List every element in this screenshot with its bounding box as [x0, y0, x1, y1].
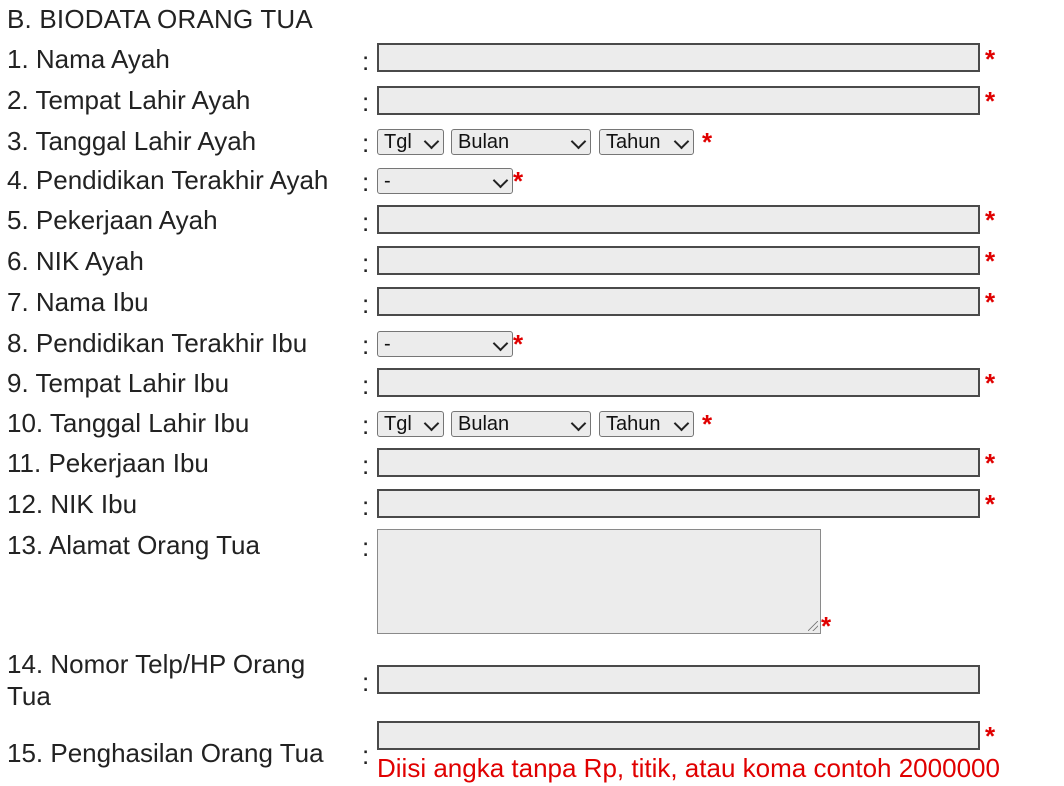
tahun-ayah-select[interactable]	[599, 129, 694, 155]
colon: :	[362, 491, 370, 521]
penghasilan-hint: Diisi angka tanpa Rp, titik, atau koma contoh 2000000	[377, 753, 1000, 783]
colon: :	[362, 450, 370, 480]
required-mark: *	[985, 287, 996, 317]
telp-input[interactable]	[377, 665, 980, 694]
colon: :	[362, 370, 370, 400]
bulan-ibu-select[interactable]	[451, 411, 591, 437]
colon: :	[362, 128, 370, 158]
colon: :	[362, 289, 370, 319]
required-mark: *	[513, 329, 524, 359]
bulan-value: Bulan	[458, 131, 510, 153]
required-mark: *	[985, 246, 996, 276]
colon: :	[362, 740, 370, 770]
colon: :	[362, 410, 370, 440]
pendidikan-value: -	[384, 333, 391, 355]
required-mark: *	[985, 721, 996, 751]
chevron-down-icon	[424, 134, 440, 150]
bulan-ayah-select[interactable]	[451, 129, 591, 155]
penghasilan-input[interactable]	[377, 721, 980, 750]
pendidikan-ibu-select[interactable]	[377, 331, 513, 357]
label-pekerjaan-ayah: 5. Pekerjaan Ayah	[7, 205, 218, 235]
tahun-value: Tahun	[606, 413, 661, 435]
chevron-down-icon	[674, 134, 690, 150]
colon: :	[362, 207, 370, 237]
required-mark: *	[985, 44, 996, 74]
pekerjaan-ibu-input[interactable]	[377, 448, 980, 477]
chevron-down-icon	[493, 336, 509, 352]
label-pendidikan-ayah: 4. Pendidikan Terakhir Ayah	[7, 165, 329, 195]
colon: :	[362, 167, 370, 197]
tgl-value: Tgl	[384, 131, 412, 153]
label-penghasilan: 15. Penghasilan Orang Tua	[7, 738, 324, 768]
label-nama-ayah: 1. Nama Ayah	[7, 44, 170, 74]
pendidikan-value: -	[384, 170, 391, 192]
nama-ibu-input[interactable]	[377, 287, 980, 316]
required-mark: *	[513, 166, 524, 196]
chevron-down-icon	[674, 416, 690, 432]
resize-handle-icon[interactable]	[808, 621, 818, 631]
tempat-lahir-ibu-input[interactable]	[377, 368, 980, 397]
colon: :	[362, 87, 370, 117]
label-tempat-lahir-ayah: 2. Tempat Lahir Ayah	[7, 85, 251, 115]
tgl-ayah-select[interactable]	[377, 129, 444, 155]
label-pekerjaan-ibu: 11. Pekerjaan Ibu	[7, 448, 209, 478]
required-mark: *	[985, 489, 996, 519]
label-alamat: 13. Alamat Orang Tua	[7, 530, 260, 560]
required-mark: *	[702, 409, 713, 439]
pendidikan-ayah-select[interactable]	[377, 168, 513, 194]
colon: :	[362, 330, 370, 360]
nik-ayah-input[interactable]	[377, 246, 980, 275]
tahun-ibu-select[interactable]	[599, 411, 694, 437]
tgl-ibu-select[interactable]	[377, 411, 444, 437]
pekerjaan-ayah-input[interactable]	[377, 205, 980, 234]
required-mark: *	[821, 611, 832, 641]
colon: :	[362, 667, 370, 697]
chevron-down-icon	[493, 173, 509, 189]
tempat-lahir-ayah-input[interactable]	[377, 86, 980, 115]
tahun-value: Tahun	[606, 131, 661, 153]
label-tanggal-lahir-ayah: 3. Tanggal Lahir Ayah	[7, 126, 257, 156]
required-mark: *	[985, 86, 996, 116]
chevron-down-icon	[424, 416, 440, 432]
label-telp: 14. Nomor Telp/HP Orang Tua	[7, 649, 306, 711]
colon: :	[362, 248, 370, 278]
label-pendidikan-ibu: 8. Pendidikan Terakhir Ibu	[7, 328, 308, 358]
required-mark: *	[985, 205, 996, 235]
required-mark: *	[985, 368, 996, 398]
chevron-down-icon	[571, 134, 587, 150]
required-mark: *	[702, 127, 713, 157]
label-nik-ayah: 6. NIK Ayah	[7, 246, 144, 276]
label-nik-ibu: 12. NIK Ibu	[7, 489, 138, 519]
chevron-down-icon	[571, 416, 587, 432]
alamat-textarea[interactable]	[377, 529, 821, 634]
nik-ibu-input[interactable]	[377, 489, 980, 518]
colon: :	[362, 46, 370, 76]
tgl-value: Tgl	[384, 413, 412, 435]
required-mark: *	[985, 448, 996, 478]
label-tempat-lahir-ibu: 9. Tempat Lahir Ibu	[7, 368, 230, 398]
label-nama-ibu: 7. Nama Ibu	[7, 287, 149, 317]
bulan-value: Bulan	[458, 413, 510, 435]
nama-ayah-input[interactable]	[377, 43, 980, 72]
label-tanggal-lahir-ibu: 10. Tanggal Lahir Ibu	[7, 408, 250, 438]
colon: :	[362, 532, 370, 562]
section-title: B. BIODATA ORANG TUA	[7, 4, 313, 34]
